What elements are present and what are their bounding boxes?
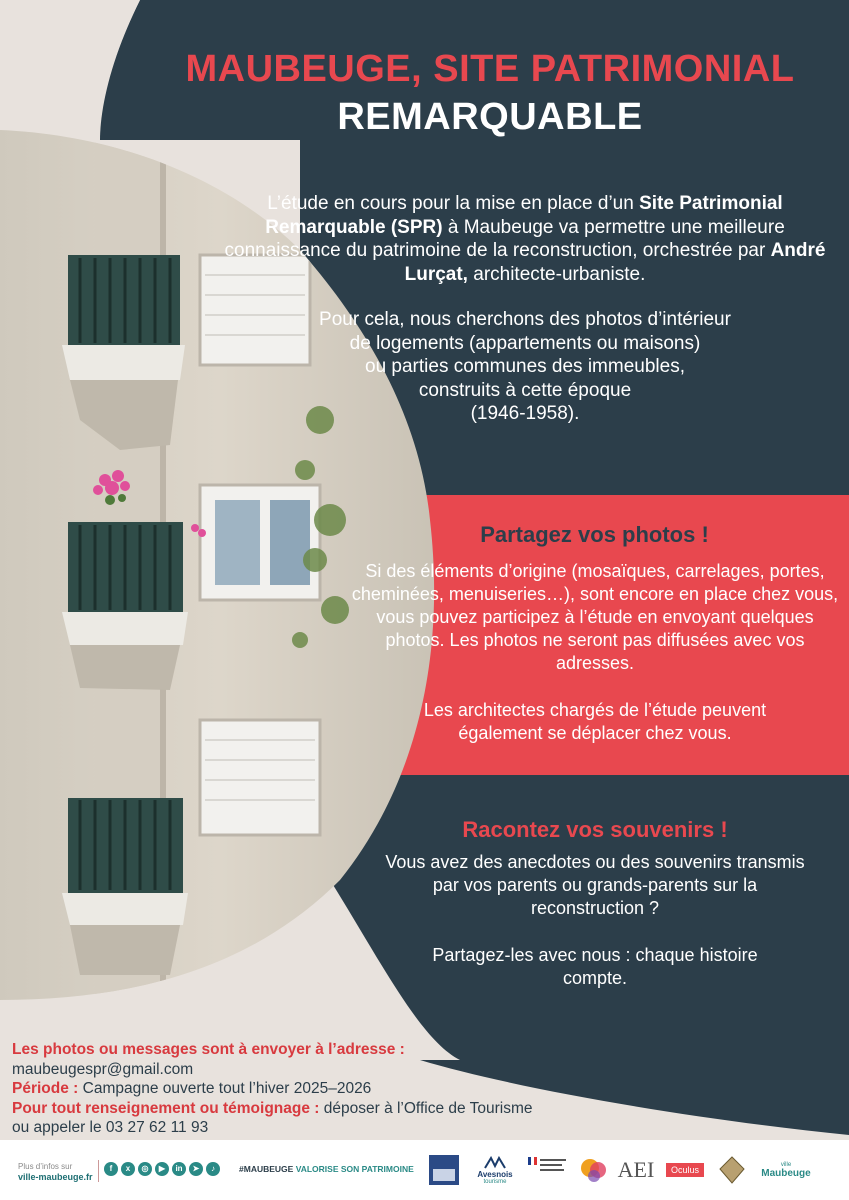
memories-body	[340, 851, 849, 990]
maubeuge-crest-logo	[426, 1152, 462, 1188]
hashtag: #MAUBEUGE VALORISE SON PATRIMOINE	[239, 1164, 414, 1174]
site-link[interactable]: ville-maubeuge.fr	[18, 1172, 93, 1182]
share-heading: Partagez vos photos !	[480, 522, 709, 547]
send-label: Les photos ou messages sont à envoyer à l’adresse :	[12, 1041, 405, 1058]
footer	[0, 1140, 849, 1200]
instagram-icon[interactable]: ◎	[138, 1162, 152, 1176]
intro-paragraph-2: Pour cela, nous cherchons des photos d’intérieur de logements (appartements ou maisons) ou parties communes des immeubles, construits à cette époque (1946-1958).	[319, 309, 731, 424]
linkedin-icon[interactable]: in	[172, 1162, 186, 1176]
title-line-2: REMARQUABLE	[337, 96, 643, 138]
hands-logo	[576, 1152, 612, 1188]
telegram-icon[interactable]: ➤	[189, 1162, 203, 1176]
tiktok-icon[interactable]: ♪	[206, 1162, 220, 1176]
divider	[98, 1160, 99, 1182]
more-info: Plus d’infos sur ville-maubeuge.fr	[18, 1162, 93, 1182]
ville-maubeuge-logo: ville Maubeuge	[761, 1161, 811, 1179]
share-body	[345, 560, 845, 745]
youtube-icon[interactable]: ▶	[155, 1162, 169, 1176]
period-label: Période :	[12, 1080, 79, 1097]
region-logo	[526, 1152, 570, 1188]
phone-line: ou appeler le 03 27 62 11 93	[12, 1119, 209, 1136]
memories-paragraph-1: Vous avez des anecdotes ou des souvenirs transmis par vos parents ou grands-parents sur la reconstruction ?	[385, 852, 805, 918]
crest-logo	[716, 1152, 748, 1188]
share-paragraph-2: Les architectes chargés de l’étude peuvent également se déplacer chez vous.	[423, 700, 767, 743]
social-icons	[104, 1162, 220, 1176]
facebook-icon[interactable]: f	[104, 1162, 118, 1176]
memories-paragraph-2: Partagez-les avec nous : chaque histoire compte.	[432, 945, 758, 988]
intro-paragraph-1: L’étude en cours pour la mise en place d’un Site Patrimonial Remarquable (SPR) à Maubeuge va permettre une meilleure connaissance du patrimoine de la reconstruction, orchestrée par André Lurçat, architecte-urbaniste.	[224, 193, 826, 285]
info-value: déposer à l’Office de Tourisme	[319, 1099, 533, 1117]
intro-text	[205, 192, 845, 426]
x-icon[interactable]: x	[121, 1162, 135, 1176]
share-paragraph-1: Si des éléments d’origine (mosaïques, carrelages, portes, cheminées, menuiseries…), sont encore en place chez vous, vous pouvez participez à l’étude en envoyant quelques photos. Les photos ne seront pas diffusées avec vos adresses.	[351, 561, 839, 673]
contact-block	[12, 1040, 632, 1138]
avesnois-logo: Avesnois tourisme	[472, 1152, 518, 1188]
aei-logo: AEI	[617, 1157, 655, 1182]
contact-email[interactable]: maubeugespr@gmail.com	[12, 1060, 194, 1078]
title-line-1: MAUBEUGE, SITE PATRIMONIAL	[185, 48, 795, 90]
oculus-logo: Oculus	[662, 1152, 708, 1188]
period-value: Campagne ouverte tout l’hiver 2025–2026	[78, 1080, 372, 1097]
memories-heading: Racontez vos souvenirs !	[462, 817, 728, 842]
info-label: Pour tout renseignement ou témoignage :	[12, 1099, 320, 1117]
